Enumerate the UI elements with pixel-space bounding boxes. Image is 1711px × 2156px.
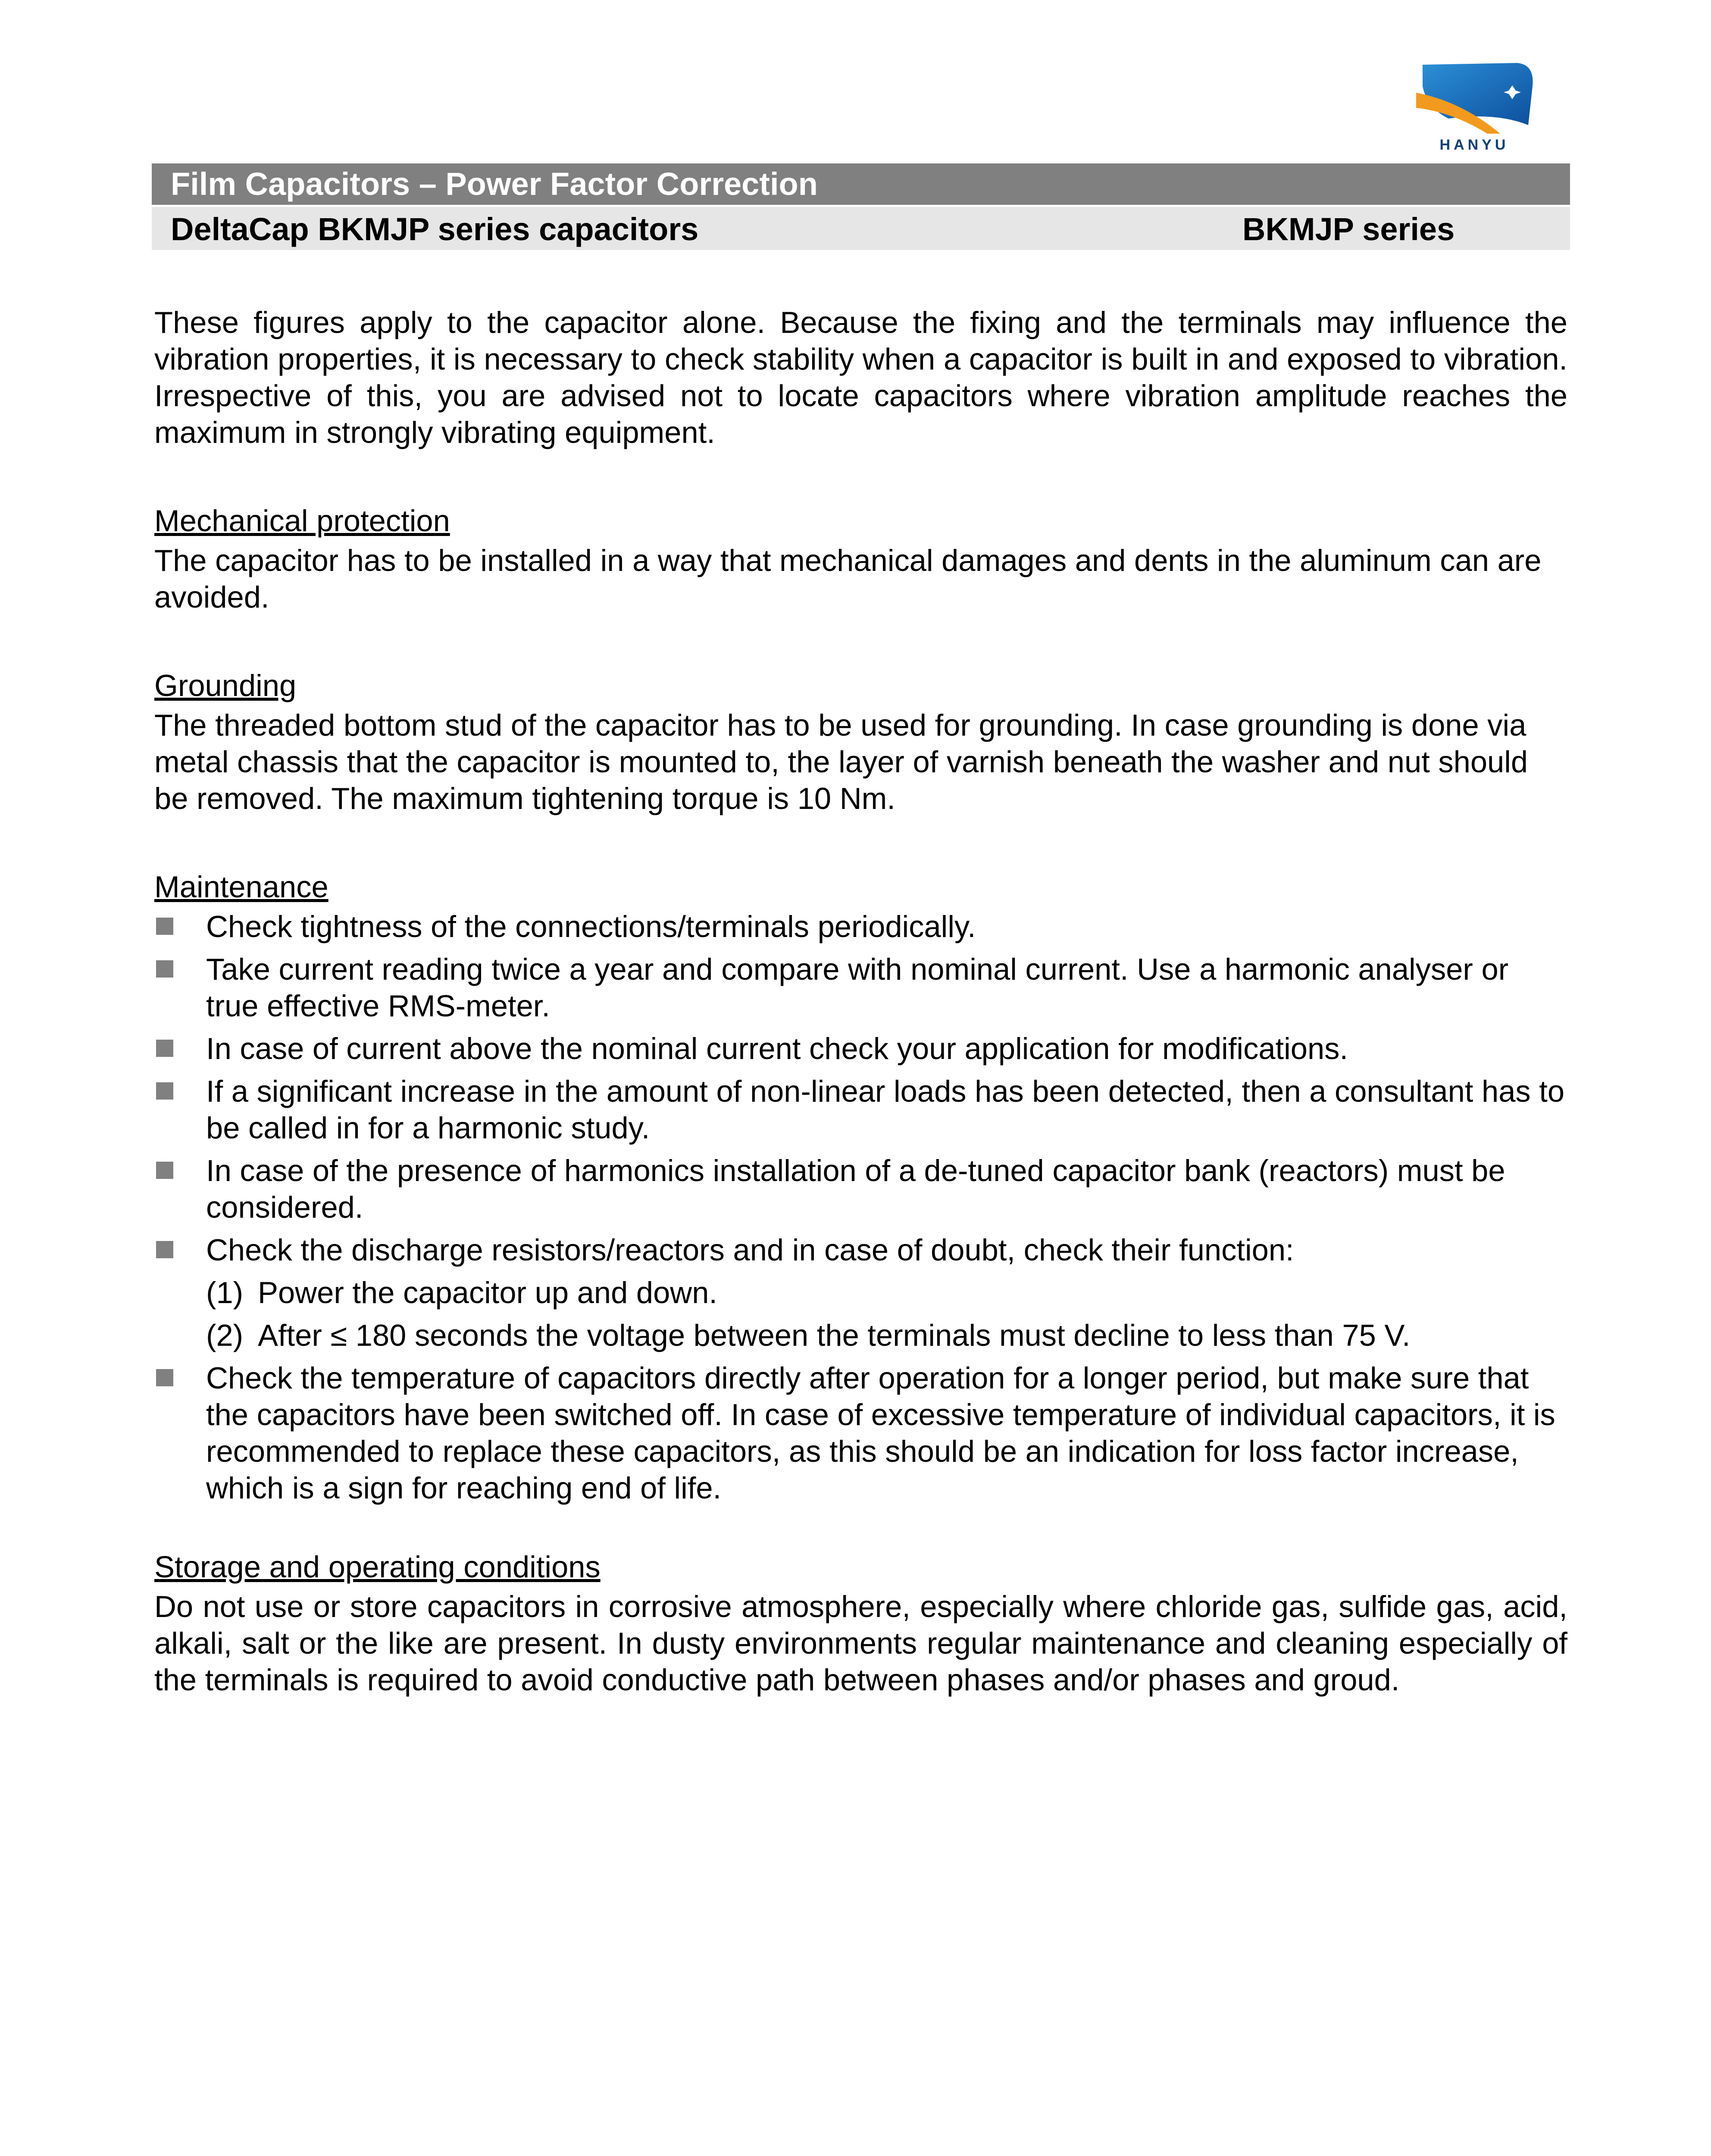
- list-item: Check the temperature of capacitors directly after operation for a longer period, but make sure that the capacitors have been switched off. In case of excessive temperature of individual capacitors, it is recommended to replace these capacitors, as this should be an indication for loss factor increase, which is a sign for reaching end of life.: [154, 1360, 1567, 1506]
- document-body: [154, 304, 1567, 1698]
- list-item: In case of current above the nominal current check your application for modifications.: [154, 1030, 1567, 1067]
- logo-text: HANYU: [1439, 137, 1509, 153]
- grounding-heading: Grounding: [154, 668, 297, 702]
- mechanical-text: The capacitor has to be installed in a way that mechanical damages and dents in the aluminum can are avoided.: [154, 543, 1542, 614]
- list-item: Check tightness of the connections/terminals periodically.: [154, 908, 1567, 945]
- maintenance-list: [154, 908, 1567, 1506]
- product-title: DeltaCap BKMJP series capacitors: [171, 211, 699, 247]
- maintenance-heading: Maintenance: [154, 870, 328, 904]
- storage-text: Do not use or store capacitors in corrosive atmosphere, especially where chloride gas, sulfide gas, acid, alkali, salt or the like are present. In dusty environments regular maintenance and cleaning especially of the terminals is required to avoid conductive path between phases and/or phases and groud.: [154, 1589, 1567, 1697]
- section-title: Film Capacitors – Power Factor Correction: [171, 166, 818, 202]
- section-title-bar: [152, 163, 1570, 205]
- bullet-square-icon: [156, 1241, 173, 1258]
- bullet-square-icon: [156, 1040, 173, 1057]
- mechanical-heading: Mechanical protection: [154, 504, 450, 538]
- grounding-text: The threaded bottom stud of the capacitor has to be used for grounding. In case grounding is done via metal chassis that the capacitor is mounted to, the layer of varnish beneath the washer and nut should be removed. The maximum tightening torque is 10 Nm.: [154, 708, 1528, 815]
- list-item: Take current reading twice a year and compare with nominal current. Use a harmonic analyser or true effective RMS-meter.: [154, 951, 1567, 1024]
- series-label: BKMJP series: [1242, 211, 1455, 247]
- hanyu-logo: [1410, 60, 1539, 153]
- list-item: If a significant increase in the amount of non-linear loads has been detected, then a consultant has to be called in for a harmonic study.: [154, 1073, 1567, 1146]
- intro-paragraph: These figures apply to the capacitor alone. Because the fixing and the terminals may influence the vibration properties, it is necessary to check stability when a capacitor is built in and exposed to vibration. Irrespective of this, you are advised not to locate capacitors where vibration amplitude reaches the maximum in strongly vibrating equipment.: [154, 305, 1567, 449]
- sub-item: (1) Power the capacitor up and down.: [206, 1275, 718, 1310]
- list-item: In case of the presence of harmonics installation of a de-tuned capacitor bank (reactors) must be considered.: [154, 1152, 1567, 1225]
- bullet-square-icon: [156, 960, 173, 978]
- storage-heading: Storage and operating conditions: [154, 1550, 601, 1584]
- list-item: Check the discharge resistors/reactors and in case of doubt, check their function: (1) Power the capacitor up and down. (2) After ≤ 180 seconds the voltage between the terminals must decline to less than 75 V.: [154, 1232, 1567, 1354]
- sub-item: (2) After ≤ 180 seconds the voltage between the terminals must decline to less than 75 V.: [206, 1318, 1411, 1352]
- product-title-bar: [152, 207, 1570, 250]
- bullet-square-icon: [156, 918, 173, 935]
- bullet-square-icon: [156, 1082, 173, 1100]
- bullet-square-icon: [156, 1162, 173, 1179]
- bullet-square-icon: [156, 1369, 173, 1386]
